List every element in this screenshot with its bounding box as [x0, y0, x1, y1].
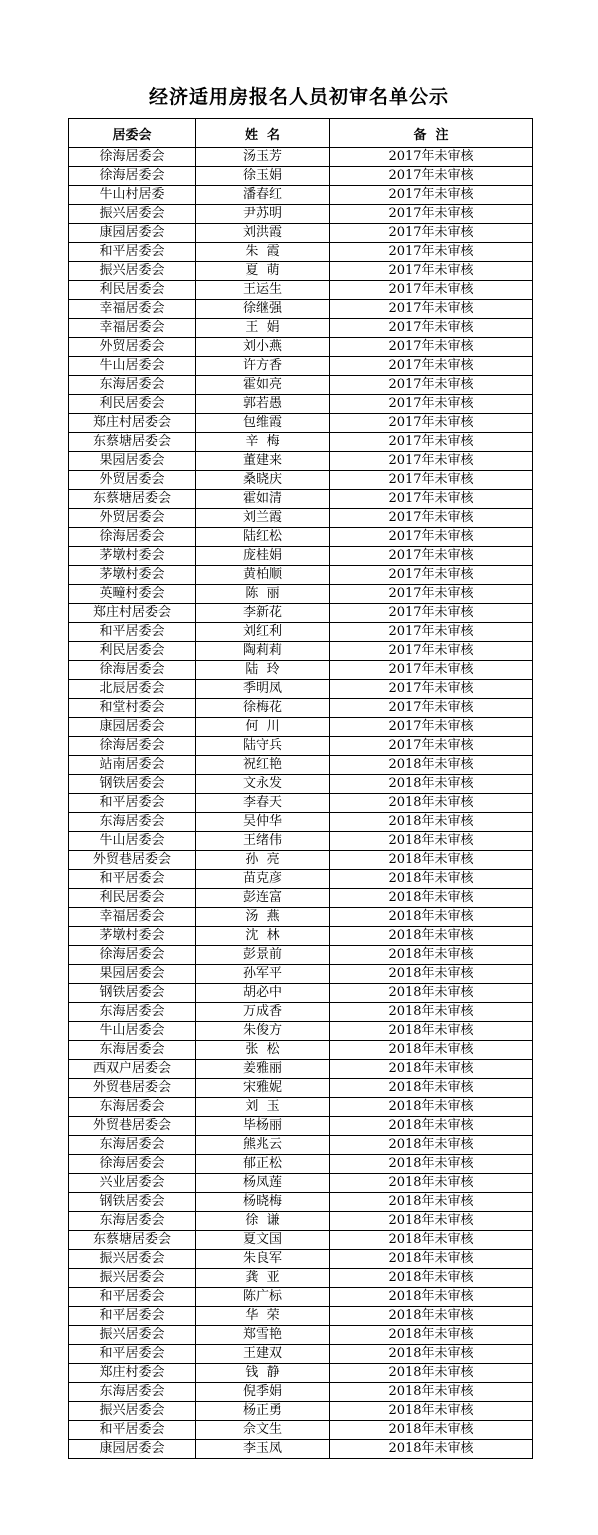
name-cell: 徐继强 — [196, 300, 330, 319]
name-cell: 杨晓梅 — [196, 1193, 330, 1212]
table-row — [69, 851, 533, 870]
name-cell: 陈广标 — [196, 1288, 330, 1307]
remark-cell: 2017年未审核 — [330, 452, 533, 471]
table-row — [69, 243, 533, 262]
name-cell: 陈 丽 — [196, 585, 330, 604]
remark-cell: 2018年未审核 — [330, 927, 533, 946]
remark-cell: 2017年未审核 — [330, 148, 533, 167]
committee-cell: 兴业居委会 — [69, 1174, 196, 1193]
table-row — [69, 547, 533, 566]
name-cell: 苗克彦 — [196, 870, 330, 889]
committee-cell: 外贸巷居委会 — [69, 851, 196, 870]
name-cell: 祝红艳 — [196, 756, 330, 775]
table-row — [69, 433, 533, 452]
committee-cell: 茅墩村委会 — [69, 927, 196, 946]
remark-cell: 2018年未审核 — [330, 756, 533, 775]
table-row — [69, 1212, 533, 1231]
committee-cell: 徐海居委会 — [69, 737, 196, 756]
table-row — [69, 965, 533, 984]
remark-cell: 2018年未审核 — [330, 1364, 533, 1383]
name-cell: 霍如亮 — [196, 376, 330, 395]
committee-cell: 东海居委会 — [69, 813, 196, 832]
remark-cell: 2018年未审核 — [330, 1117, 533, 1136]
committee-cell: 钢铁居委会 — [69, 775, 196, 794]
table-row — [69, 1098, 533, 1117]
name-cell: 华 荣 — [196, 1307, 330, 1326]
table-body — [69, 148, 533, 1459]
remark-cell: 2017年未审核 — [330, 319, 533, 338]
committee-cell: 和平居委会 — [69, 623, 196, 642]
name-cell: 李新花 — [196, 604, 330, 623]
name-cell: 沈 林 — [196, 927, 330, 946]
table-row — [69, 167, 533, 186]
name-cell: 刘洪霞 — [196, 224, 330, 243]
remark-cell: 2017年未审核 — [330, 471, 533, 490]
table-row — [69, 376, 533, 395]
table-row — [69, 300, 533, 319]
table-row — [69, 604, 533, 623]
name-cell: 辛 梅 — [196, 433, 330, 452]
name-cell: 佘文生 — [196, 1421, 330, 1440]
remark-cell: 2017年未审核 — [330, 395, 533, 414]
remark-cell: 2017年未审核 — [330, 718, 533, 737]
remark-cell: 2017年未审核 — [330, 661, 533, 680]
remark-cell: 2017年未审核 — [330, 528, 533, 547]
name-cell: 包维霞 — [196, 414, 330, 433]
remark-cell: 2017年未审核 — [330, 737, 533, 756]
page-title: 经济适用房报名人员初审名单公示 — [148, 86, 449, 108]
remark-cell: 2018年未审核 — [330, 1269, 533, 1288]
table-row — [69, 1288, 533, 1307]
committee-cell: 和平居委会 — [69, 1307, 196, 1326]
committee-cell: 外贸居委会 — [69, 509, 196, 528]
name-cell: 孙 亮 — [196, 851, 330, 870]
header-committee: 居委会 — [69, 119, 196, 148]
remark-cell: 2017年未审核 — [330, 547, 533, 566]
name-cell: 汤 燕 — [196, 908, 330, 927]
table-row — [69, 946, 533, 965]
name-cell: 彭连富 — [196, 889, 330, 908]
table-row — [69, 1250, 533, 1269]
name-cell: 徐玉娟 — [196, 167, 330, 186]
committee-cell: 东海居委会 — [69, 1003, 196, 1022]
name-cell: 徐梅花 — [196, 699, 330, 718]
remark-cell: 2017年未审核 — [330, 604, 533, 623]
committee-cell: 外贸居委会 — [69, 338, 196, 357]
remark-cell: 2017年未审核 — [330, 224, 533, 243]
name-cell: 王运生 — [196, 281, 330, 300]
remark-cell: 2018年未审核 — [330, 889, 533, 908]
remark-cell: 2017年未审核 — [330, 680, 533, 699]
committee-cell: 康园居委会 — [69, 1440, 196, 1459]
table-row — [69, 775, 533, 794]
committee-cell: 振兴居委会 — [69, 1250, 196, 1269]
committee-cell: 振兴居委会 — [69, 1326, 196, 1345]
remark-cell: 2017年未审核 — [330, 167, 533, 186]
table-row — [69, 737, 533, 756]
remark-cell: 2018年未审核 — [330, 851, 533, 870]
committee-cell: 牛山居委会 — [69, 832, 196, 851]
committee-cell: 东海居委会 — [69, 1041, 196, 1060]
committee-cell: 振兴居委会 — [69, 1269, 196, 1288]
name-cell: 陶莉莉 — [196, 642, 330, 661]
committee-cell: 外贸巷居委会 — [69, 1079, 196, 1098]
remark-cell: 2018年未审核 — [330, 946, 533, 965]
remark-cell: 2017年未审核 — [330, 376, 533, 395]
committee-cell: 徐海居委会 — [69, 528, 196, 547]
name-cell: 霍如清 — [196, 490, 330, 509]
remark-cell: 2018年未审核 — [330, 908, 533, 927]
remark-cell: 2017年未审核 — [330, 357, 533, 376]
remark-cell: 2018年未审核 — [330, 1250, 533, 1269]
committee-cell: 振兴居委会 — [69, 1402, 196, 1421]
remark-cell: 2018年未审核 — [330, 984, 533, 1003]
remark-cell: 2018年未审核 — [330, 1136, 533, 1155]
committee-cell: 徐海居委会 — [69, 148, 196, 167]
table-row — [69, 395, 533, 414]
table-row — [69, 148, 533, 167]
remark-cell: 2017年未审核 — [330, 509, 533, 528]
table-row — [69, 642, 533, 661]
committee-cell: 牛山村居委 — [69, 186, 196, 205]
table-row — [69, 1155, 533, 1174]
name-cell: 郁正松 — [196, 1155, 330, 1174]
remark-cell: 2017年未审核 — [330, 433, 533, 452]
name-cell: 朱良军 — [196, 1250, 330, 1269]
name-cell: 许方香 — [196, 357, 330, 376]
table-row — [69, 224, 533, 243]
name-cell: 徐 谦 — [196, 1212, 330, 1231]
committee-cell: 徐海居委会 — [69, 661, 196, 680]
name-cell: 陆 玲 — [196, 661, 330, 680]
remark-cell: 2018年未审核 — [330, 1155, 533, 1174]
committee-cell: 钢铁居委会 — [69, 984, 196, 1003]
committee-cell: 北辰居委会 — [69, 680, 196, 699]
remark-cell: 2017年未审核 — [330, 642, 533, 661]
remark-cell: 2017年未审核 — [330, 243, 533, 262]
remark-cell: 2017年未审核 — [330, 300, 533, 319]
name-cell: 汤玉芳 — [196, 148, 330, 167]
table-row — [69, 452, 533, 471]
table-row — [69, 1022, 533, 1041]
name-cell: 吴仲华 — [196, 813, 330, 832]
committee-cell: 郑庄村居委会 — [69, 414, 196, 433]
remark-cell: 2017年未审核 — [330, 699, 533, 718]
remark-cell: 2018年未审核 — [330, 813, 533, 832]
committee-cell: 牛山居委会 — [69, 1022, 196, 1041]
remark-cell: 2018年未审核 — [330, 1307, 533, 1326]
table-row — [69, 889, 533, 908]
committee-cell: 利民居委会 — [69, 395, 196, 414]
name-cell: 桑晓庆 — [196, 471, 330, 490]
name-cell: 龚 亚 — [196, 1269, 330, 1288]
table-row — [69, 1003, 533, 1022]
table-row — [69, 680, 533, 699]
committee-cell: 徐海居委会 — [69, 1155, 196, 1174]
header-name: 姓 名 — [196, 119, 330, 148]
remark-cell: 2017年未审核 — [330, 585, 533, 604]
committee-cell: 和平居委会 — [69, 1345, 196, 1364]
remark-cell: 2017年未审核 — [330, 262, 533, 281]
remark-cell: 2017年未审核 — [330, 338, 533, 357]
table-row — [69, 1231, 533, 1250]
committee-cell: 站南居委会 — [69, 756, 196, 775]
table-row — [69, 1326, 533, 1345]
committee-cell: 徐海居委会 — [69, 946, 196, 965]
table-row — [69, 1041, 533, 1060]
committee-cell: 和平居委会 — [69, 1288, 196, 1307]
committee-cell: 和平居委会 — [69, 1421, 196, 1440]
table-row — [69, 1364, 533, 1383]
committee-cell: 利民居委会 — [69, 281, 196, 300]
table-row — [69, 414, 533, 433]
committee-cell: 和堂村委会 — [69, 699, 196, 718]
committee-cell: 外贸居委会 — [69, 471, 196, 490]
remark-cell: 2018年未审核 — [330, 1345, 533, 1364]
table-row — [69, 813, 533, 832]
table-row — [69, 566, 533, 585]
remark-cell: 2018年未审核 — [330, 1231, 533, 1250]
committee-cell: 利民居委会 — [69, 642, 196, 661]
committee-cell: 东海居委会 — [69, 1212, 196, 1231]
remark-cell: 2017年未审核 — [330, 186, 533, 205]
committee-cell: 振兴居委会 — [69, 205, 196, 224]
remark-cell: 2018年未审核 — [330, 1193, 533, 1212]
name-cell: 宋雅妮 — [196, 1079, 330, 1098]
remark-cell: 2018年未审核 — [330, 1326, 533, 1345]
table-row — [69, 509, 533, 528]
remark-cell: 2018年未审核 — [330, 1003, 533, 1022]
table-row — [69, 1383, 533, 1402]
table-row — [69, 927, 533, 946]
table-row — [69, 1117, 533, 1136]
name-cell: 黄柏顺 — [196, 566, 330, 585]
table-row — [69, 984, 533, 1003]
name-cell: 陆守兵 — [196, 737, 330, 756]
table-row — [69, 1060, 533, 1079]
name-cell: 彭景前 — [196, 946, 330, 965]
committee-cell: 和平居委会 — [69, 794, 196, 813]
table-row — [69, 357, 533, 376]
committee-cell: 幸福居委会 — [69, 319, 196, 338]
remark-cell: 2018年未审核 — [330, 870, 533, 889]
table-row — [69, 623, 533, 642]
name-cell: 朱俊方 — [196, 1022, 330, 1041]
committee-cell: 东蔡塘居委会 — [69, 1231, 196, 1250]
name-cell: 张 松 — [196, 1041, 330, 1060]
committee-cell: 徐海居委会 — [69, 167, 196, 186]
remark-cell: 2017年未审核 — [330, 490, 533, 509]
committee-cell: 幸福居委会 — [69, 300, 196, 319]
name-cell: 杨凤莲 — [196, 1174, 330, 1193]
committee-cell: 东海居委会 — [69, 1136, 196, 1155]
table-row — [69, 1136, 533, 1155]
committee-cell: 果园居委会 — [69, 965, 196, 984]
name-cell: 季明凤 — [196, 680, 330, 699]
committee-cell: 东海居委会 — [69, 1383, 196, 1402]
table-row — [69, 718, 533, 737]
remark-cell: 2017年未审核 — [330, 281, 533, 300]
name-cell: 刘兰霞 — [196, 509, 330, 528]
header-remark: 备 注 — [330, 119, 533, 148]
committee-cell: 英疃村委会 — [69, 585, 196, 604]
name-cell: 何 川 — [196, 718, 330, 737]
table-row — [69, 699, 533, 718]
remark-cell: 2018年未审核 — [330, 965, 533, 984]
applicant-table — [68, 118, 533, 1459]
name-cell: 刘小燕 — [196, 338, 330, 357]
table-row — [69, 870, 533, 889]
committee-cell: 郑庄村居委会 — [69, 604, 196, 623]
table-row — [69, 832, 533, 851]
committee-cell: 西双户居委会 — [69, 1060, 196, 1079]
committee-cell: 果园居委会 — [69, 452, 196, 471]
committee-cell: 茅墩村委会 — [69, 547, 196, 566]
committee-cell: 茅墩村委会 — [69, 566, 196, 585]
name-cell: 钱 静 — [196, 1364, 330, 1383]
committee-cell: 和平居委会 — [69, 870, 196, 889]
table-row — [69, 1307, 533, 1326]
table-row — [69, 338, 533, 357]
table-row — [69, 1402, 533, 1421]
table-row — [69, 756, 533, 775]
name-cell: 郭若愚 — [196, 395, 330, 414]
name-cell: 郑雪艳 — [196, 1326, 330, 1345]
committee-cell: 外贸巷居委会 — [69, 1117, 196, 1136]
committee-cell: 东海居委会 — [69, 376, 196, 395]
table-row — [69, 1421, 533, 1440]
committee-cell: 东海居委会 — [69, 1098, 196, 1117]
remark-cell: 2017年未审核 — [330, 566, 533, 585]
remark-cell: 2018年未审核 — [330, 775, 533, 794]
remark-cell: 2017年未审核 — [330, 623, 533, 642]
table-row — [69, 661, 533, 680]
remark-cell: 2018年未审核 — [330, 1440, 533, 1459]
table-row — [69, 1174, 533, 1193]
remark-cell: 2018年未审核 — [330, 794, 533, 813]
remark-cell: 2018年未审核 — [330, 1421, 533, 1440]
table-row — [69, 1440, 533, 1459]
table-row — [69, 490, 533, 509]
name-cell: 万成香 — [196, 1003, 330, 1022]
name-cell: 倪季娟 — [196, 1383, 330, 1402]
name-cell: 胡必中 — [196, 984, 330, 1003]
table-row — [69, 281, 533, 300]
name-cell: 董建来 — [196, 452, 330, 471]
name-cell: 庞桂娟 — [196, 547, 330, 566]
name-cell: 李玉凤 — [196, 1440, 330, 1459]
name-cell: 毕杨丽 — [196, 1117, 330, 1136]
table-row — [69, 528, 533, 547]
remark-cell: 2018年未审核 — [330, 1402, 533, 1421]
committee-cell: 振兴居委会 — [69, 262, 196, 281]
committee-cell: 东蔡塘居委会 — [69, 490, 196, 509]
remark-cell: 2018年未审核 — [330, 1079, 533, 1098]
committee-cell: 利民居委会 — [69, 889, 196, 908]
name-cell: 李春天 — [196, 794, 330, 813]
table-row — [69, 1079, 533, 1098]
name-cell: 陆红松 — [196, 528, 330, 547]
remark-cell: 2018年未审核 — [330, 1174, 533, 1193]
table-row — [69, 471, 533, 490]
table-row — [69, 908, 533, 927]
remark-cell: 2018年未审核 — [330, 1383, 533, 1402]
remark-cell: 2017年未审核 — [330, 414, 533, 433]
name-cell: 熊兆云 — [196, 1136, 330, 1155]
committee-cell: 康园居委会 — [69, 224, 196, 243]
committee-cell: 康园居委会 — [69, 718, 196, 737]
name-cell: 杨正勇 — [196, 1402, 330, 1421]
name-cell: 朱 霞 — [196, 243, 330, 262]
name-cell: 王绪伟 — [196, 832, 330, 851]
table-row — [69, 205, 533, 224]
name-cell: 夏文国 — [196, 1231, 330, 1250]
committee-cell: 郑庄村委会 — [69, 1364, 196, 1383]
remark-cell: 2018年未审核 — [330, 1212, 533, 1231]
name-cell: 潘春红 — [196, 186, 330, 205]
table-row — [69, 1269, 533, 1288]
committee-cell: 东蔡塘居委会 — [69, 433, 196, 452]
remark-cell: 2018年未审核 — [330, 1288, 533, 1307]
table-row — [69, 262, 533, 281]
table-row — [69, 319, 533, 338]
name-cell: 刘 玉 — [196, 1098, 330, 1117]
table-row — [69, 1345, 533, 1364]
name-cell: 文永发 — [196, 775, 330, 794]
name-cell: 刘红利 — [196, 623, 330, 642]
remark-cell: 2018年未审核 — [330, 832, 533, 851]
table-row — [69, 794, 533, 813]
name-cell: 王建双 — [196, 1345, 330, 1364]
remark-cell: 2017年未审核 — [330, 205, 533, 224]
remark-cell: 2018年未审核 — [330, 1060, 533, 1079]
name-cell: 夏 萌 — [196, 262, 330, 281]
table-row — [69, 585, 533, 604]
table-header-row — [69, 119, 533, 148]
committee-cell: 和平居委会 — [69, 243, 196, 262]
committee-cell: 牛山居委会 — [69, 357, 196, 376]
remark-cell: 2018年未审核 — [330, 1022, 533, 1041]
table-row — [69, 186, 533, 205]
committee-cell: 幸福居委会 — [69, 908, 196, 927]
table-row — [69, 1193, 533, 1212]
name-cell: 姜雅丽 — [196, 1060, 330, 1079]
remark-cell: 2018年未审核 — [330, 1041, 533, 1060]
remark-cell: 2018年未审核 — [330, 1098, 533, 1117]
name-cell: 孙军平 — [196, 965, 330, 984]
committee-cell: 钢铁居委会 — [69, 1193, 196, 1212]
name-cell: 尹苏明 — [196, 205, 330, 224]
name-cell: 王 娟 — [196, 319, 330, 338]
